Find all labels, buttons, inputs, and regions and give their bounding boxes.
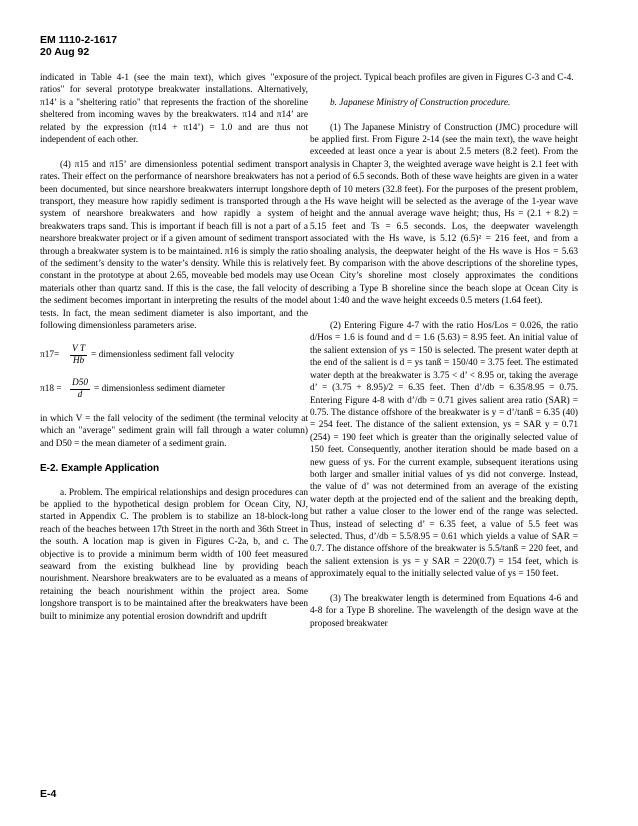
page-number: E-4 bbox=[40, 788, 57, 800]
equation-pi17 bbox=[40, 344, 308, 367]
paragraph: a. Problem. The empirical relationships and design procedures can be applied to the hypothetical design problem for Ocean City, NJ, started in Appendix C. The problem is to stabilize an 18-block-long reach of the beaches between 17th Street in the north and 36th Street in the south. A location map is given in Figures C-2a, b, and c. The objective is to provide a minimum berm width of 100 feet measured seaward from the existing bulkhead line by providing beach nourishment. Nearshore breakwaters are to be evaluated as a means of retaining the beach nourishment within the project area. Some longshore transport is to be maintained after the breakwaters have been built to minimize any potential erosion downdrift and updrift bbox=[40, 487, 308, 622]
section-heading: E-2. Example Application bbox=[40, 463, 160, 475]
equation-fraction bbox=[70, 378, 90, 401]
paragraph: (3) The breakwater length is determined from Equations 4-6 and 4-8 for a Type B shoreline. The wavelength of the design wave at the proposed breakwater bbox=[310, 594, 578, 629]
page-header bbox=[40, 34, 117, 58]
left-column bbox=[40, 72, 308, 623]
equation-label: π18 = bbox=[40, 383, 62, 394]
fraction-denominator: Hb bbox=[72, 355, 85, 366]
equation-pi18 bbox=[40, 378, 308, 401]
fraction-numerator: V T bbox=[72, 343, 86, 354]
paragraph: in which V = the fall velocity of the sediment (the terminal velocity at which an "average" sediment grain will fall through a water column) and D50 = the mean diameter of a sediment grain. bbox=[40, 413, 308, 449]
equation-label: π17= bbox=[40, 349, 60, 360]
fraction-numerator: D50 bbox=[72, 377, 89, 388]
fraction-denominator: d bbox=[77, 389, 83, 400]
paragraph: (2) Entering Figure 4-7 with the ratio Hos/Los = 0.026, the ratio d/Hos = 1.6 is found and d = 1.6 (5.63) = 8.95 feet. An initial value of the salient extension of ys = 150 is selected. The present water depth at the end of the salient is d = ys tanß = 150/40 = 3.75 feet. The estimated water depth at the breakwater is 3.75 < d’ < 8.95 or, taking the average d’ = (3.75 + 8.95)/2 = 6.35 feet. Then d’/db = 6.35/8.95 = 0.75. Entering Figure 4-8 with d’/db = 0.71 gives salient area ratio (SAR) = 0.75. The distance offshore of the breakwater is y = d’/tanß = 6.35 (40) = 254 feet. The distance of the salient extension, ys = SAR y = 0.71 (254) = 190 feet which is greater than the originally selected value of 150 feet. Consequently, another iteration should be made based on a new guess of ys. For the current example, subsequent iterations using both larger and smaller initial values of ys did not converge. Instead, the value of d’ was not determined from an average of the existing water depth at the projected end of the salient and the breaking depth, but rather a value closer to the lower end of the range was selected. Thus, instead of selecting d’ = 6.35 feet, a value of 5.5 feet was selected. Thus, d’/db = 5.5/8.95 = 0.61 which yields a value of SAR = 0.7. The distance offshore of the breakwater is 5.5/tanß = 220 feet, and the salient extension is ys = y SAR = 220(0.7) = 154 feet, which is approximately equal to the initially selected value of ys = 150 feet. bbox=[310, 321, 578, 580]
document-number: EM 1110-2-1617 bbox=[40, 34, 118, 46]
paragraph: indicated in Table 4-1 (see the main text), which gives "exposure ratios" for several prototype breakwater installations. Alternatively, π14’ is a "sheltering ratio" that represents the fraction of the shoreline sheltered from incoming waves by the breakwaters. π14 and π14’ are related by the expression (π14 + π14’) = 1.0 and are thus not independent of each other. bbox=[40, 73, 308, 146]
subsection-heading bbox=[310, 97, 578, 109]
equation-fraction bbox=[70, 344, 87, 367]
paragraph: (4) π15 and π15’ are dimensionless potential sediment transport rates. Their effect on the performance of nearshore breakwaters has not been documented, but since nearshore breakwaters interrupt longshore transport, they measure how rapidly sediment is transported through a system of nearshore breakwaters and how rapidly a system of breakwaters traps sand. This is important if beach fill is not a part of a nearshore breakwater project or if a given amount of sediment transport through a breakwater system is to be maintained. π16 is simply the ratio of the sediment’s density to the water’s density. While this is relatively constant in the prototype at about 2.65, moveable bed models may use materials other than quartz sand. If this is the case, the fall velocity of the sediment becomes important in interpreting the results of the model tests. In fact, the mean sediment diameter is also important, and the following dimensionless parameters arise. bbox=[40, 159, 308, 332]
paragraph: of the project. Typical beach profiles are given in Figures C-3 and C-4. bbox=[310, 73, 574, 83]
equation-definition: = dimensionless sediment diameter bbox=[94, 383, 225, 394]
document-date: 20 Aug 92 bbox=[40, 46, 90, 58]
paragraph: (1) The Japanese Ministry of Construction (JMC) procedure will be applied first. From Figure 2-14 (see the main text), the wave height exceeded at least once a year is about 2.5 meters (8.2 feet). From the analysis in Chapter 3, the weighted average wave height is 2.1 feet with a period of 6.5 seconds. Both of these wave heights are given in a water depth of 10 meters (32.8 feet). For the purposes of the present problem, the Hs wave height will be selected as the average of the 1-year wave height and the annual average wave height; thus, Hs = (2.1 + 8.2) = 5.15 feet and Ts = 6.5 seconds. Los, the deepwater wavelength associated with the Hs wave, is 5.12 (6.5)² = 216 feet, and from a shoaling analysis, the deepwater height of the Hs wave is Hos = 5.63 feet. By comparison with the above descriptions of the shoreline types, Ocean City’s shoreline most closely approximates the conditions describing a Type B shoreline since the beach slope at Ocean City is about 1:40 and the wave height exceeds 0.5 meters (1.64 feet). bbox=[310, 122, 578, 307]
equation-definition: = dimensionless sediment fall velocity bbox=[91, 349, 235, 360]
right-column bbox=[310, 72, 578, 630]
subsection-title: b. Japanese Ministry of Construction procedure. bbox=[330, 97, 511, 108]
